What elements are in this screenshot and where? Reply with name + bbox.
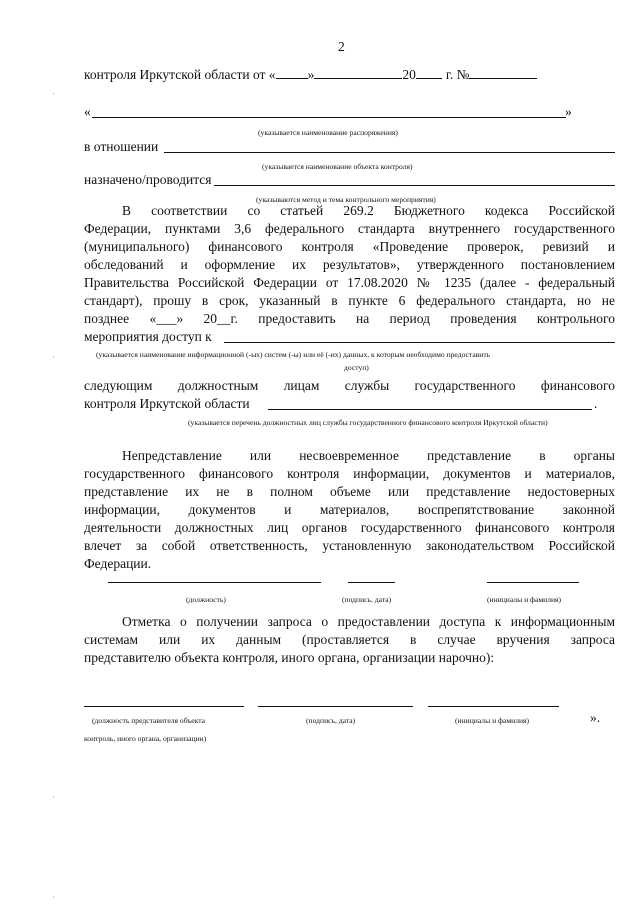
page-number: 2 (338, 39, 345, 54)
order-open-quote: « (84, 104, 91, 119)
scan-mark: · (52, 89, 55, 99)
main-paragraph-line-6: стандарт), прошу в срок, указанный в пункте 6 федерального стандарта, но не (84, 293, 615, 308)
scan-mark: · (52, 892, 55, 902)
name-signature-line (487, 582, 579, 583)
representative-signature-caption: (подпись, дата) (306, 716, 356, 725)
name-caption: (инициалы и фамилия) (487, 595, 562, 604)
warning-line-4: информации, документов и материалов, воспрепятствование законной (84, 502, 615, 517)
position-caption: (должность) (186, 595, 226, 604)
assigned-caption: (указываются метод и тема контрольного мероприятия) (256, 195, 436, 204)
representative-position-caption-2: контроль, иного органа, организации) (84, 734, 207, 743)
header-year-prefix: 20 (402, 67, 416, 82)
number-blank (469, 66, 537, 79)
main-paragraph-line-3: (муниципального) финансового контроля «Проведение проверок, ревизий и (84, 239, 615, 254)
access-systems-blank (224, 342, 615, 343)
officials-line-1: следующим должностным лицам службы государственного финансового (84, 378, 615, 393)
warning-line-1: Непредставление или несвоевременное представление в органы (122, 448, 615, 463)
order-close-quote: » (565, 104, 572, 119)
officials-line-2: контроля Иркутской области (84, 396, 250, 411)
main-paragraph-line-4: обследований и оформление их результатов», утвержденного постановлением (84, 257, 615, 272)
representative-name-caption: (инициалы и фамилия) (455, 716, 530, 725)
signature-caption: (подпись, дата) (342, 595, 392, 604)
representative-position-line (84, 706, 244, 707)
assigned-blank (214, 185, 615, 186)
main-paragraph-line-5: Правительства Российской Федерации от 17.08.2020 № 1235 (далее - федеральный (84, 275, 615, 290)
order-name-caption: (указывается наименование распоряжения) (258, 128, 398, 137)
access-caption-2: доступ) (344, 363, 369, 372)
officials-line-2-end: . (594, 396, 598, 411)
receipt-last-line: представителю объекта контроля, иного органа, организации нарочно): (84, 650, 495, 665)
regarding-label: в отношении (84, 139, 159, 154)
receipt-line-1: Отметка о получении запроса о предоставлении доступа к информационным (122, 614, 615, 629)
year-blank (416, 66, 442, 79)
warning-last-line: Федерации. (84, 556, 152, 571)
header-prefix: контроля Иркутской области от « (84, 67, 276, 82)
main-paragraph-line-2: Федерации, пунктами 3,6 федерального стандарта внутреннего государственного (84, 221, 615, 236)
access-caption-1: (указывается наименование информационной (-ых) систем (-ы) или её (-их) данных, к которым необходимо предоставить (96, 350, 491, 359)
day-blank (276, 66, 308, 79)
scan-mark: · (52, 352, 55, 362)
main-paragraph-line-7: позднее «___» 20__г. предоставить на период проведения контрольного (84, 311, 615, 326)
warning-line-5: деятельности должностных лиц органов государственного финансового контроля (84, 520, 615, 535)
receipt-line-2: системам или их данным (проставляется в случае вручения запроса (84, 632, 615, 647)
month-blank (314, 66, 402, 79)
closing-quote: ». (590, 710, 601, 725)
signature-line (348, 582, 395, 583)
warning-line-2: государственного финансового контроля информации, документов и материалов, (84, 466, 615, 481)
warning-line-3: представление их не в полном объеме или представление недостоверных (84, 484, 615, 499)
officials-blank (268, 409, 592, 410)
regarding-caption: (указывается наименование объекта контроля) (262, 162, 413, 171)
warning-line-6: влечет за собой ответственность, установленную законодательством Российской (84, 538, 615, 553)
header-number-label: г. № (445, 67, 470, 82)
main-paragraph-last-line: мероприятия доступ к (84, 329, 212, 344)
header-quote-close: » (307, 67, 315, 82)
representative-position-caption-1: (должность представителя объекта (92, 716, 206, 725)
representative-name-line (428, 706, 559, 707)
scan-mark: · (52, 792, 55, 802)
header-line (84, 66, 537, 84)
representative-signature-line (258, 706, 413, 707)
order-name-blank (92, 117, 566, 118)
position-signature-line (108, 582, 321, 583)
regarding-blank (164, 152, 615, 153)
main-paragraph-line-1: В соответствии со статьей 269.2 Бюджетного кодекса Российской (122, 203, 615, 218)
assigned-label: назначено/проводится (84, 172, 212, 187)
officials-caption: (указывается перечень должностных лиц службы государственного финансового контроля Иркутской области) (188, 418, 548, 427)
